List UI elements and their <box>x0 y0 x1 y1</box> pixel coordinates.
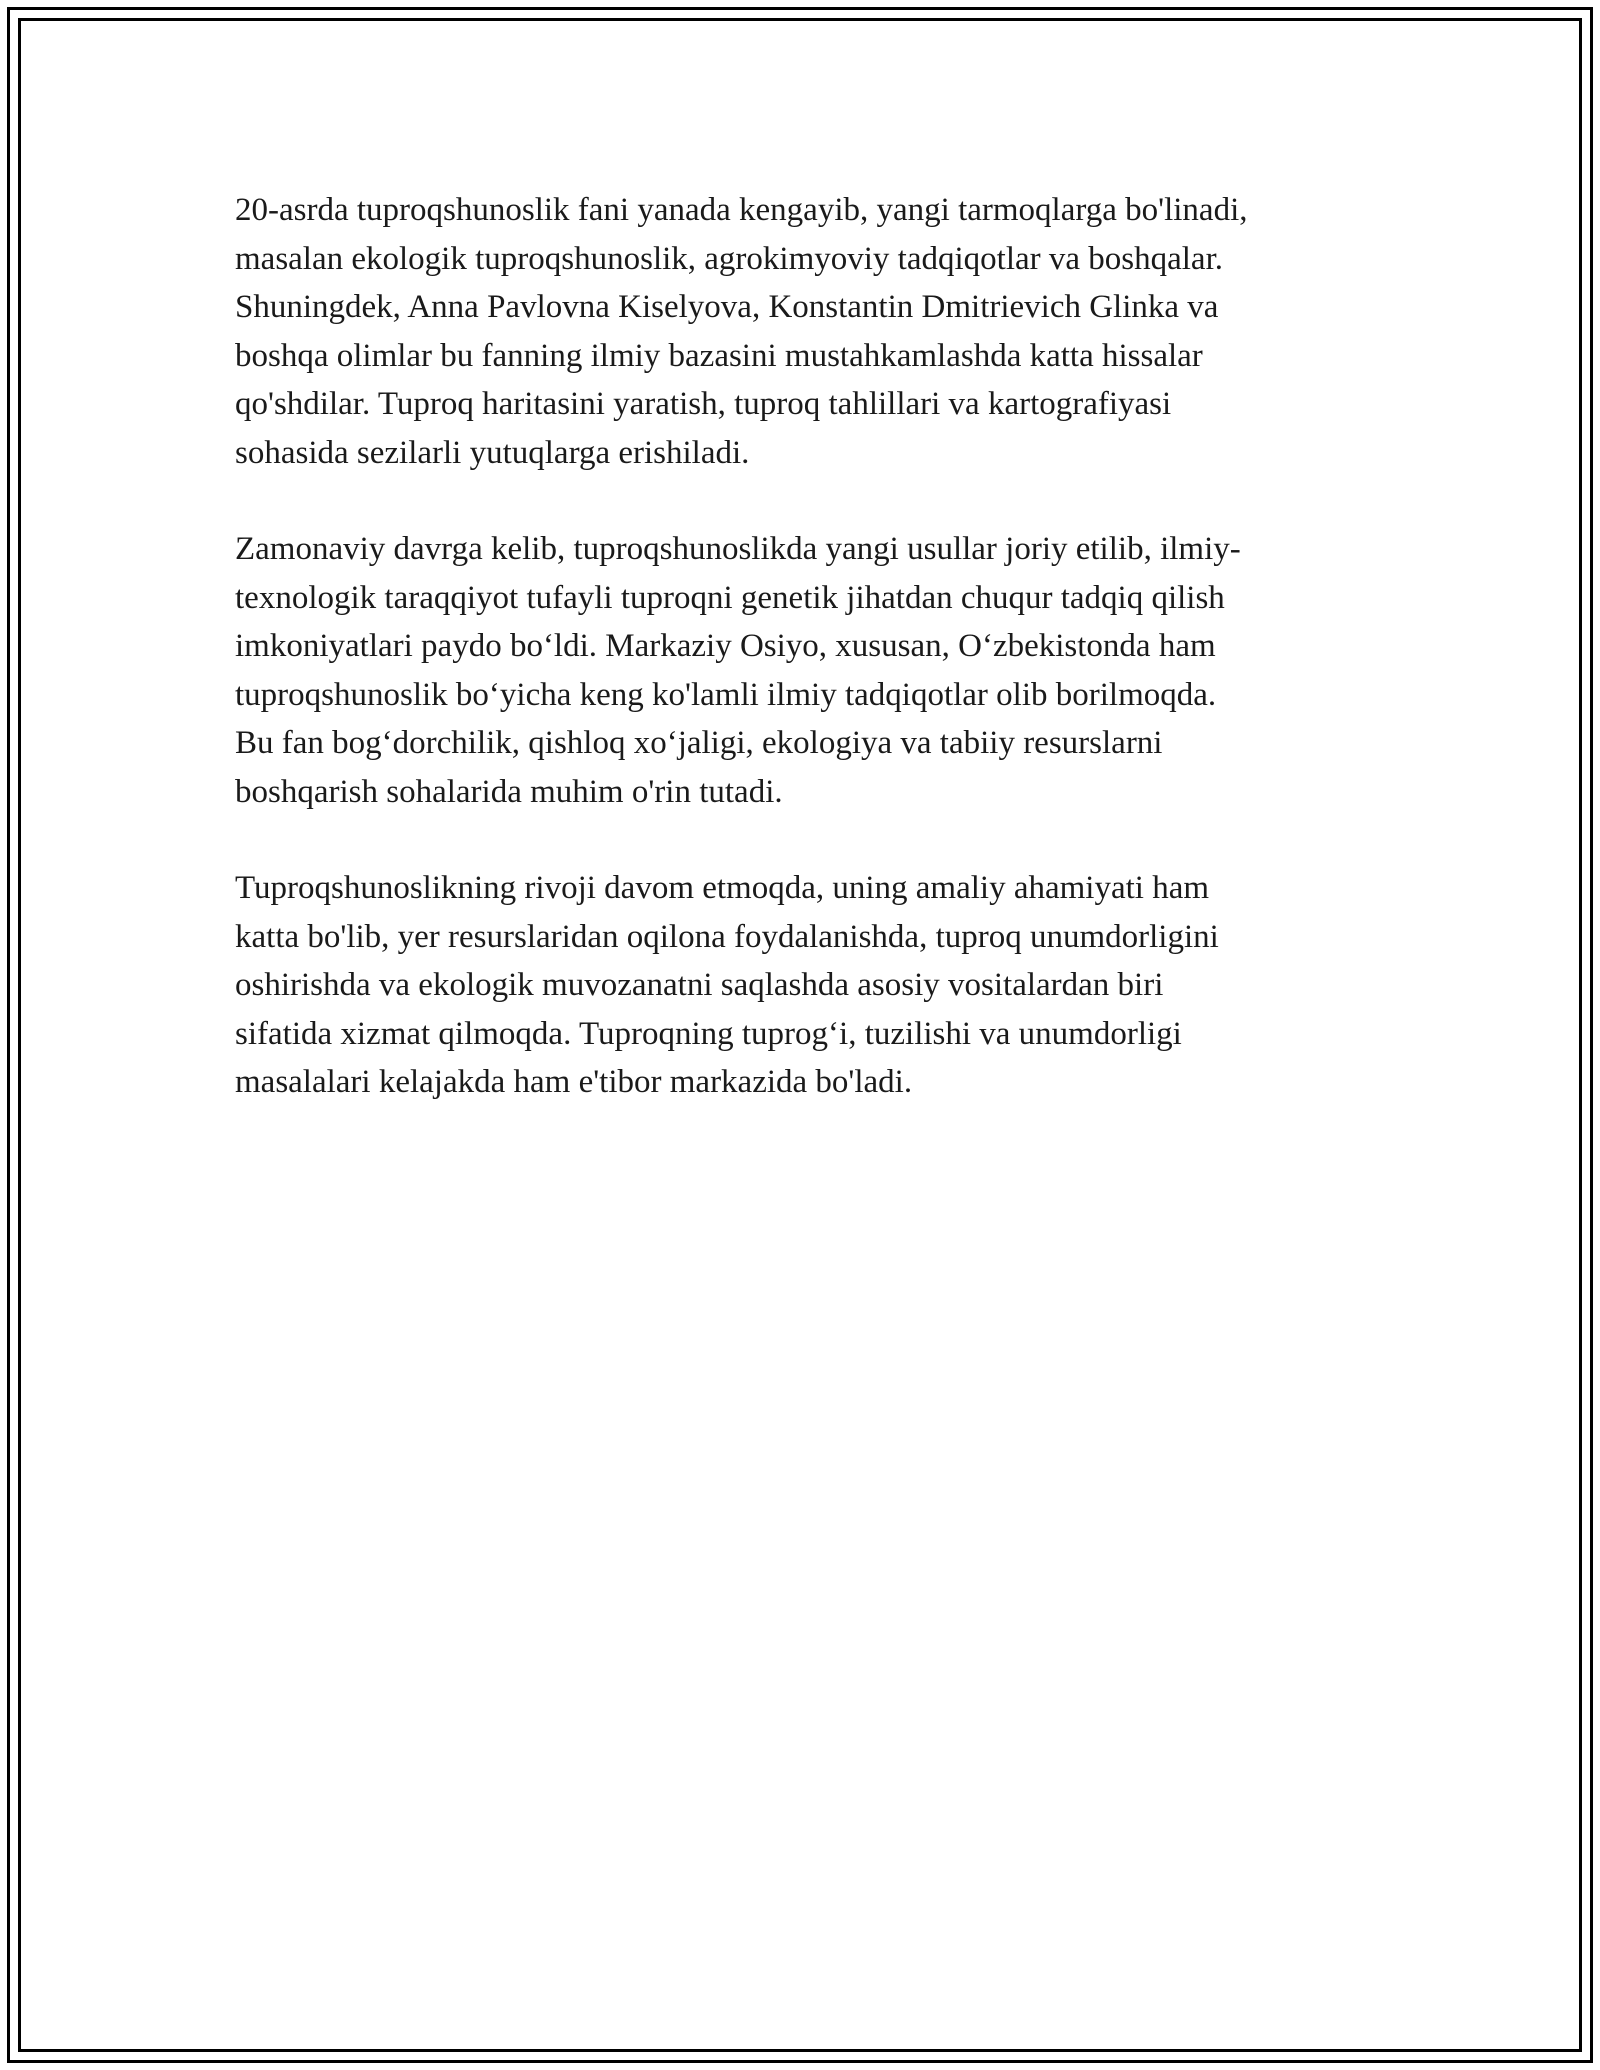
paragraph-3: Tuproqshunoslikning rivoji davom etmoqda, uning amaliy ahamiyati ham katta bo'lib, yer resurslaridan oqilona foydalanishda, tuproq unumdorligini oshirishda va ekologik muvozanatni saqlashda asosiy vositalardan biri sifatida xizmat qilmoqda. Tuproqning tuprog‘i, tuzilishi va unumdorligi masalalari kelajakda ham e'tibor markazida bo'ladi. <box>235 870 1219 1100</box>
paragraph-2: Zamonaviy davrga kelib, tuproqshunoslikda yangi usullar joriy etilib, ilmiy- texnologik taraqqiyot tufayli tuproqni genetik jihatdan chuqur tadqiq qilish imkoniyatlari paydo bo‘ldi. Markaziy Osiyo, xususan, O‘zbekistonda ham tuproqshunoslik bo‘yicha keng ko'lamli ilmiy tadqiqotlar olib borilmoqda. Bu fan bog‘dorchilik, qishloq xo‘jaligi, ekologiya va tabiiy resurslarni boshqarish sohalarida muhim o'rin tutadi. <box>235 531 1241 810</box>
paragraph-1: 20-asrda tuproqshunoslik fani yanada kengayib, yangi tarmoqlarga bo'linadi, masalan ekologik tuproqshunoslik, agrokimyoviy tadqiqotlar va boshqalar. Shuningdek, Anna Pavlovna Kiselyova, Konstantin Dmitrievich Glinka va boshqa olimlar bu fanning ilmiy bazasini mustahkamlashda katta hissalar qo'shdilar. Tuproq haritasini yaratish, tuproq tahlillari va kartografiyasi sohasida sezilarli yutuqlarga erishiladi. <box>235 192 1248 471</box>
document-body <box>235 186 1380 1155</box>
